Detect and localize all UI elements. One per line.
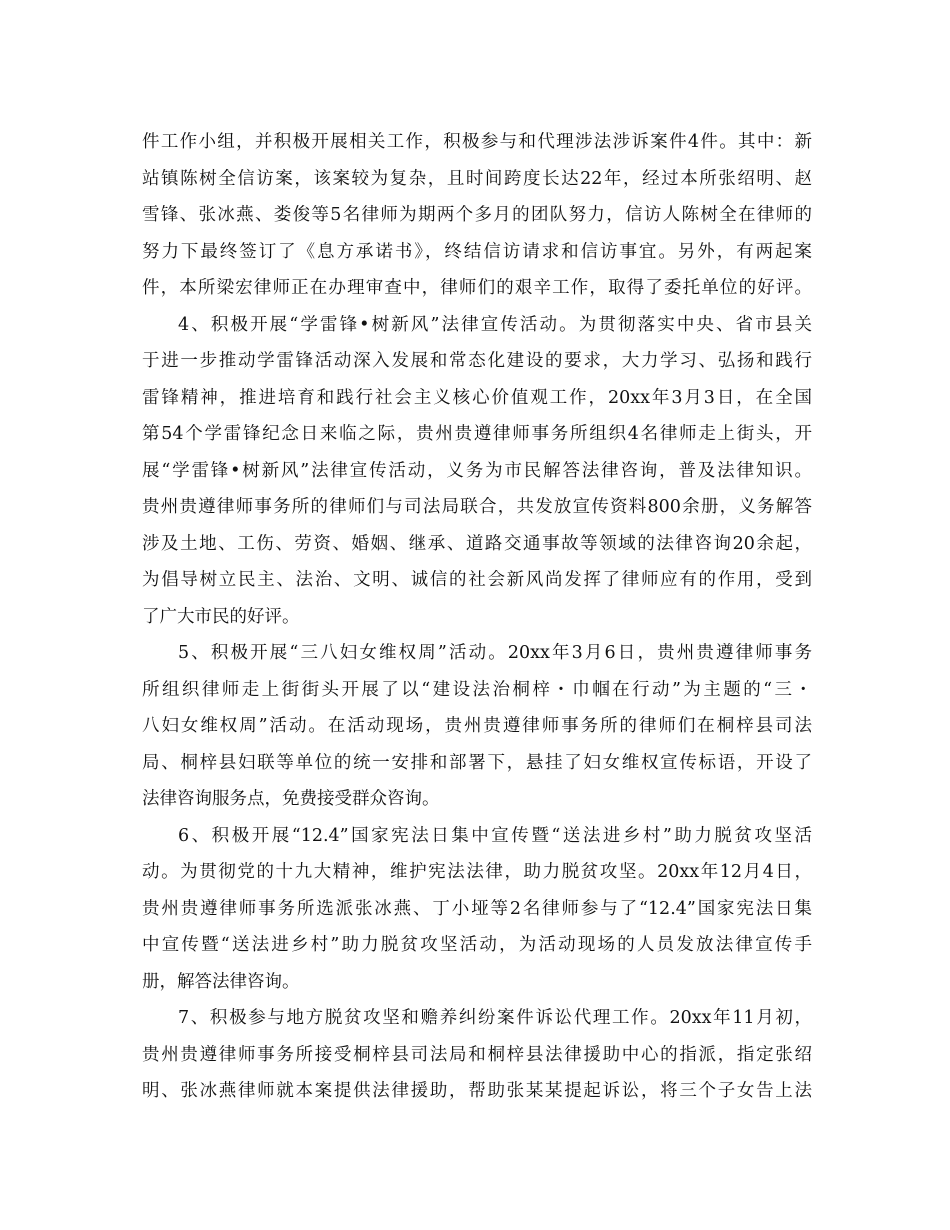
- paragraph-7: [142, 1000, 812, 1110]
- text-line: 第54个学雷锋纪念日来临之际，贵州贵遵律师事务所组织4名律师走上街头，开: [142, 424, 812, 444]
- paragraph-6: [142, 818, 812, 1001]
- text-line: 件，本所梁宏律师正在办理审查中，律师们的艰辛工作，取得了委托单位的好评。: [142, 278, 812, 298]
- text-line: 于进一步推动学雷锋活动深入发展和常态化建设的要求，大力学习、弘扬和践行: [142, 351, 812, 371]
- text-line: 7、积极参与地方脱贫攻坚和赡养纠纷案件诉讼代理工作。20xx年11月初，: [178, 1008, 812, 1028]
- text-line: 5、积极开展“三八妇女维权周”活动。20xx年3月6日，贵州贵遵律师事务: [178, 643, 812, 663]
- text-line: 明、张冰燕律师就本案提供法律援助，帮助张某某提起诉讼，将三个子女告上法: [142, 1081, 812, 1101]
- text-line: 雷锋精神，推进培育和践行社会主义核心价值观工作，20xx年3月3日，在全国: [142, 387, 812, 408]
- text-line: 册，解答法律咨询。: [142, 971, 300, 992]
- paragraph-5: [142, 635, 812, 818]
- text-line: 为倡导树立民主、法治、文明、诚信的社会新风尚发挥了律师应有的作用，受到: [142, 570, 812, 590]
- text-line: 局、桐梓县妇联等单位的统一安排和部署下，悬挂了妇女维权宣传标语，开设了: [142, 752, 812, 773]
- text-line: 中宣传暨“送法进乡村”助力脱贫攻坚活动，为活动现场的人员发放法律宣传手: [142, 935, 812, 955]
- text-line: 4、积极开展“学雷锋•树新风”法律宣传活动。为贯彻落实中央、省市县关: [178, 314, 812, 335]
- text-line: 展“学雷锋•树新风”法律宣传活动，义务为市民解答法律咨询，普及法律知识。: [142, 460, 812, 481]
- text-line: 八妇女维权周”活动。在活动现场，贵州贵遵律师事务所的律师们在桐梓县司法: [142, 716, 812, 736]
- text-line: 站镇陈树全信访案，该案较为复杂，且时间跨度长达22年，经过本所张绍明、赵: [142, 168, 812, 189]
- text-line: 件工作小组，并积极开展相关工作，积极参与和代理涉法涉诉案件4件。其中：新: [142, 132, 812, 152]
- paragraph-4: [142, 307, 812, 636]
- text-line: 了广大市民的好评。: [142, 606, 300, 627]
- text-line: 贵州贵遵律师事务所选派张冰燕、丁小垭等2名律师参与了“12.4”国家宪法日集: [142, 898, 812, 919]
- text-line: 所组织律师走上街街头开展了以“建设法治桐梓・巾帼在行动”为主题的“三・: [142, 679, 812, 700]
- text-line: 贵州贵遵律师事务所的律师们与司法局联合，共发放宣传资料800余册，义务解答: [142, 497, 812, 517]
- paragraph-3-continued: [142, 124, 812, 307]
- text-line: 动。为贯彻党的十九大精神，维护宪法法律，助力脱贫攻坚。20xx年12月4日，: [142, 862, 812, 882]
- text-line: 涉及土地、工伤、劳资、婚姻、继承、道路交通事故等领域的法律咨询20余起，: [142, 533, 812, 554]
- text-line: 雪锋、张冰燕、娄俊等5名律师为期两个多月的团队努力，信访人陈树全在律师的: [142, 205, 812, 225]
- text-line: 法律咨询服务点，免费接受群众咨询。: [142, 789, 440, 809]
- text-line: 6、积极开展“12.4”国家宪法日集中宣传暨“送法进乡村”助力脱贫攻坚活: [178, 825, 812, 846]
- text-line: 贵州贵遵律师事务所接受桐梓县司法局和桐梓县法律援助中心的指派，指定张绍: [142, 1044, 812, 1065]
- text-line: 努力下最终签订了《息方承诺书》，终结信访请求和信访事宜。另外，有两起案: [142, 241, 812, 262]
- document-page: [142, 124, 812, 1110]
